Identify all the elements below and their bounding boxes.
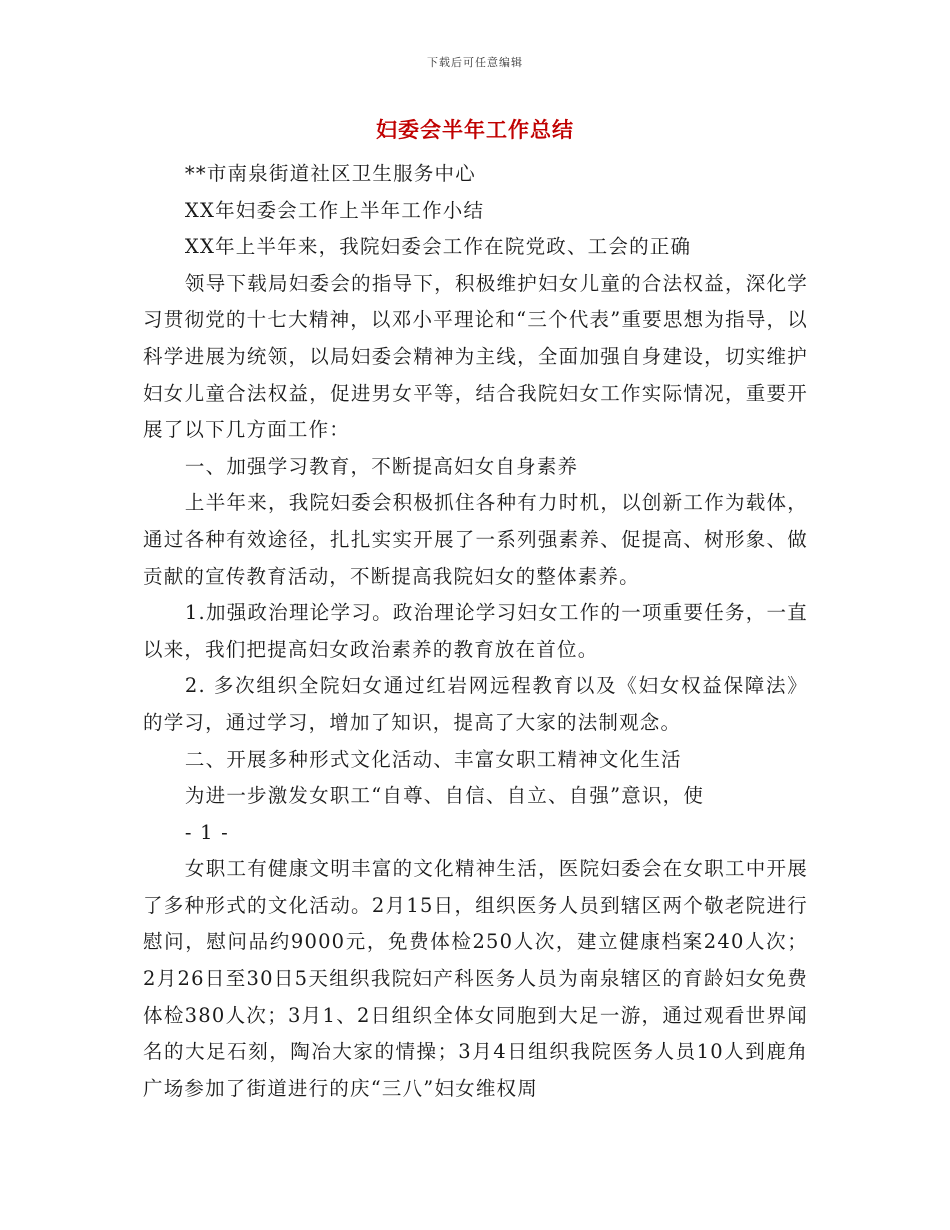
page-number: - 1 - <box>184 820 229 844</box>
section-heading-2: 二、开展多种形式文化活动、丰富女职工精神文化生活 <box>184 747 682 771</box>
section-heading-1: 一、加强学习教育，不断提高妇女自身素养 <box>184 454 579 478</box>
document-body <box>143 156 808 1107</box>
paragraph-section-2: 为进一步激发女职工“自尊、自信、自立、自强”意识，使 <box>184 784 705 808</box>
paragraph-item-2: 2. 多次组织全院妇女通过红岩网远程教育以及《妇女权益保障法》的学习，通过学习，增加了知识，提高了大家的法制观念。 <box>143 674 808 734</box>
paragraph-section-1: 上半年来，我院妇委会积极抓住各种有力时机，以创新工作为载体，通过各种有效途径，扎扎实实开展了一系列强素养、促提高、树形象、做贡献的宣传教育活动，不断提高我院妇女的整体素养。 <box>143 491 808 588</box>
paragraph-intro-2: 领导下载局妇委会的指导下，积极维护妇女儿童的合法权益，深化学习贯彻党的十七大精神，以邓小平理论和“三个代表”重要思想为指导，以科学进展为统领，以局妇委会精神为主线，全面加强自身建设，切实维护妇女儿童合法权益，促进男女平等，结合我院妇女工作实际情况，重要开展了以下几方面工作： <box>143 271 808 442</box>
header-note: 下载后可任意编辑 <box>427 56 523 69</box>
paragraph-item-1: 1.加强政治理论学习。政治理论学习妇女工作的一项重要任务，一直以来，我们把提高妇女政治素养的教育放在首位。 <box>143 601 808 661</box>
paragraph-intro-1: XX年上半年来，我院妇委会工作在院党政、工会的正确 <box>184 235 692 259</box>
paragraph-subtitle: XX年妇委会工作上半年工作小结 <box>184 198 485 222</box>
paragraph-organization: **市南泉街道社区卫生服务中心 <box>184 162 476 185</box>
paragraph-activities: 女职工有健康文明丰富的文化精神生活，医院妇委会在女职工中开展了多种形式的文化活动。2月15日，组织医务人员到辖区两个敬老院进行慰问，慰问品约9000元，免费体检250人次，建立健康档案240人次；2月26日至30日5天组织我院妇产科医务人员为南泉辖区的育龄妇女免费体检380人次；3月1、2日组织全体女同胞到大足一游，通过观看世界闻名的大足石刻，陶冶大家的情操；3月4日组织我院医务人员10人到鹿角广场参加了街道进行的庆“三八”妇女维权周 <box>143 857 808 1100</box>
document-title: 妇委会半年工作总结 <box>376 117 574 142</box>
